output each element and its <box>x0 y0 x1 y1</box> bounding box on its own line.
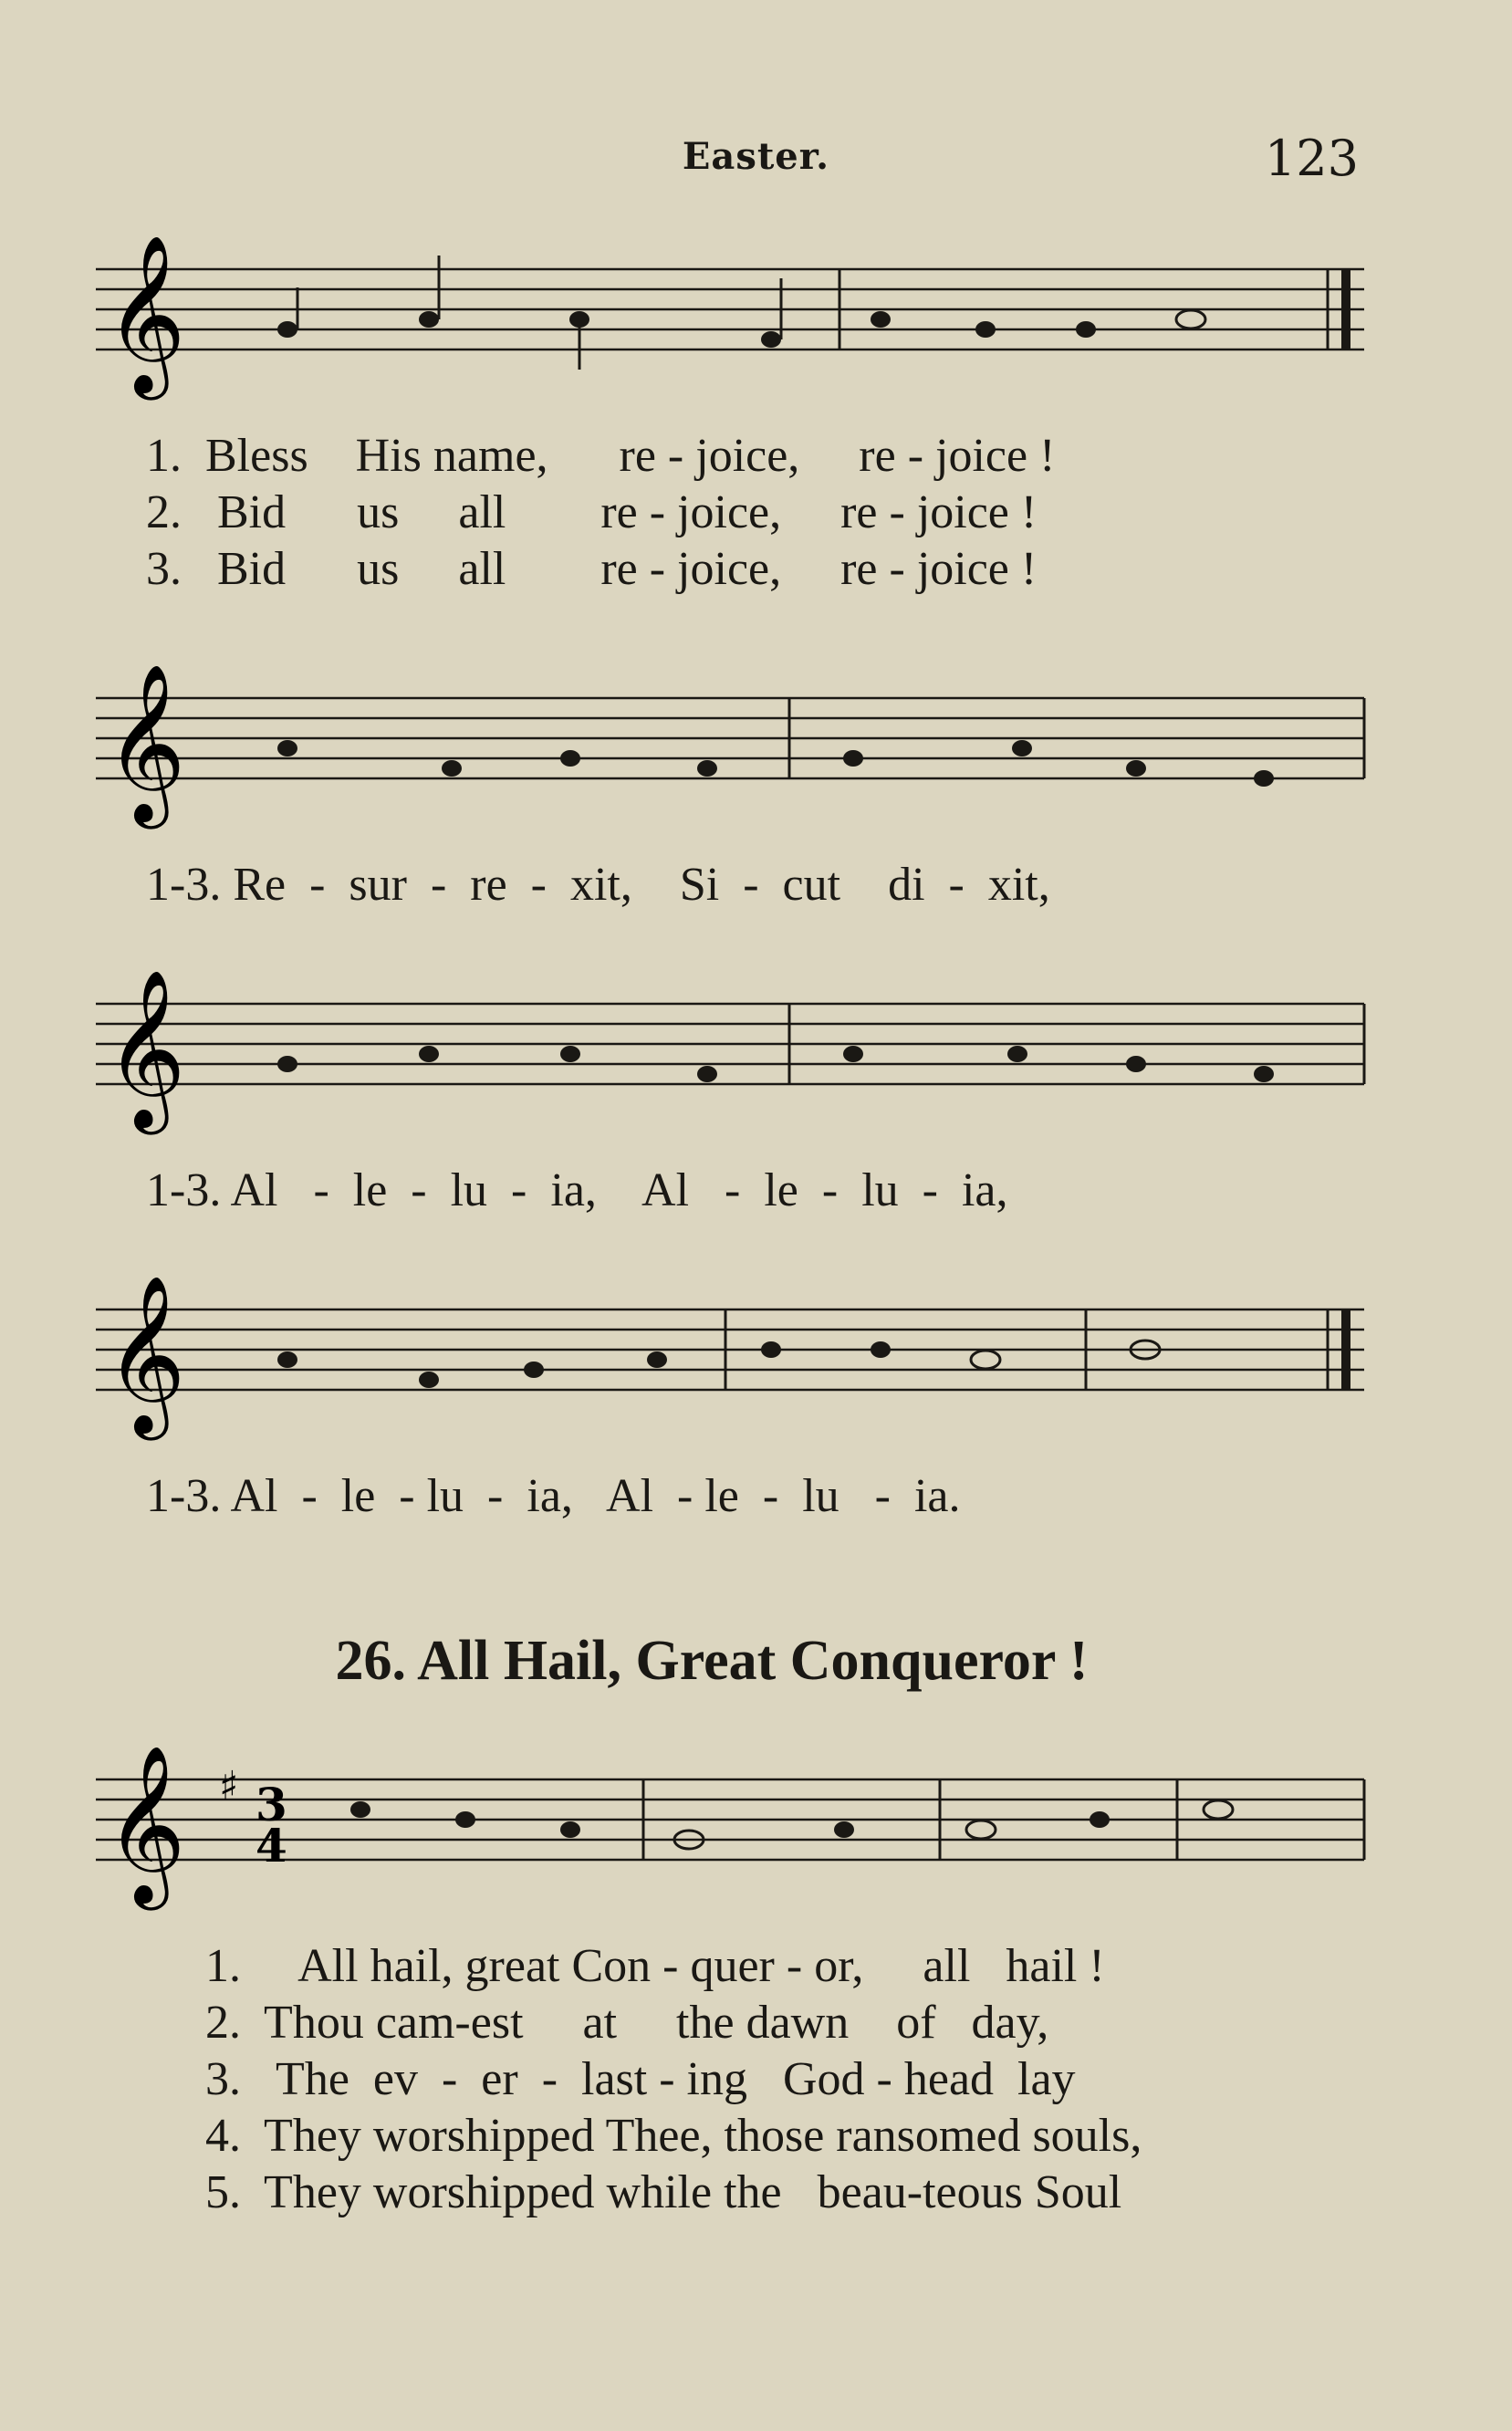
music-staff-5 <box>87 1745 1382 1935</box>
hymn2-verse1-lyric: 1. All hail, great Con - quer - or, all hail ! <box>205 1940 1105 1992</box>
hymn1-verse3-lyric: 3. Bid us all re - joice, re - joice ! <box>146 543 1038 595</box>
treble-clef-icon: 𝄞 <box>105 235 186 393</box>
music-staff-2 <box>87 663 1382 853</box>
music-staff-1 <box>87 235 1382 424</box>
hymn1-refrain-lyric-3: 1-3. Al - le - lu - ia, Al - le - lu - ia. <box>146 1470 961 1522</box>
sharp-icon: ♯ <box>219 1763 239 1810</box>
time-signature-bottom: 4 <box>255 1819 287 1873</box>
hymn1-verse1-lyric: 1. Bless His name, re - joice, re - joice ! <box>146 430 1056 482</box>
hymn-title: 26. All Hail, Great Conqueror ! <box>335 1630 1089 1692</box>
hymn2-verse4-lyric: 4. They worshipped Thee, those ransomed souls, <box>205 2110 1142 2162</box>
page-number: 123 <box>1264 130 1359 187</box>
treble-clef-icon: 𝄞 <box>105 1745 186 1904</box>
hymn1-refrain-lyric-1: 1-3. Re - sur - re - xit, Si - cut di - xit, <box>146 859 1050 911</box>
hymn2-verse5-lyric: 5. They worshipped while the beau-teous Soul <box>205 2166 1122 2218</box>
hymn1-refrain-lyric-2: 1-3. Al - le - lu - ia, Al - le - lu - ia, <box>146 1164 1008 1216</box>
music-staff-4 <box>87 1275 1382 1465</box>
hymn2-verse2-lyric: 2. Thou cam-est at the dawn of day, <box>205 1997 1049 2049</box>
treble-clef-icon: 𝄞 <box>105 663 186 822</box>
time-signature-top: 3 <box>255 1778 287 1831</box>
treble-clef-icon: 𝄞 <box>105 969 186 1128</box>
treble-clef-icon: 𝄞 <box>105 1275 186 1434</box>
hymn2-verse3-lyric: 3. The ev - er - last - ing God - head lay <box>205 2053 1076 2105</box>
music-staff-3 <box>87 969 1382 1159</box>
running-head: Easter. <box>682 135 830 178</box>
hymn1-verse2-lyric: 2. Bid us all re - joice, re - joice ! <box>146 486 1038 538</box>
